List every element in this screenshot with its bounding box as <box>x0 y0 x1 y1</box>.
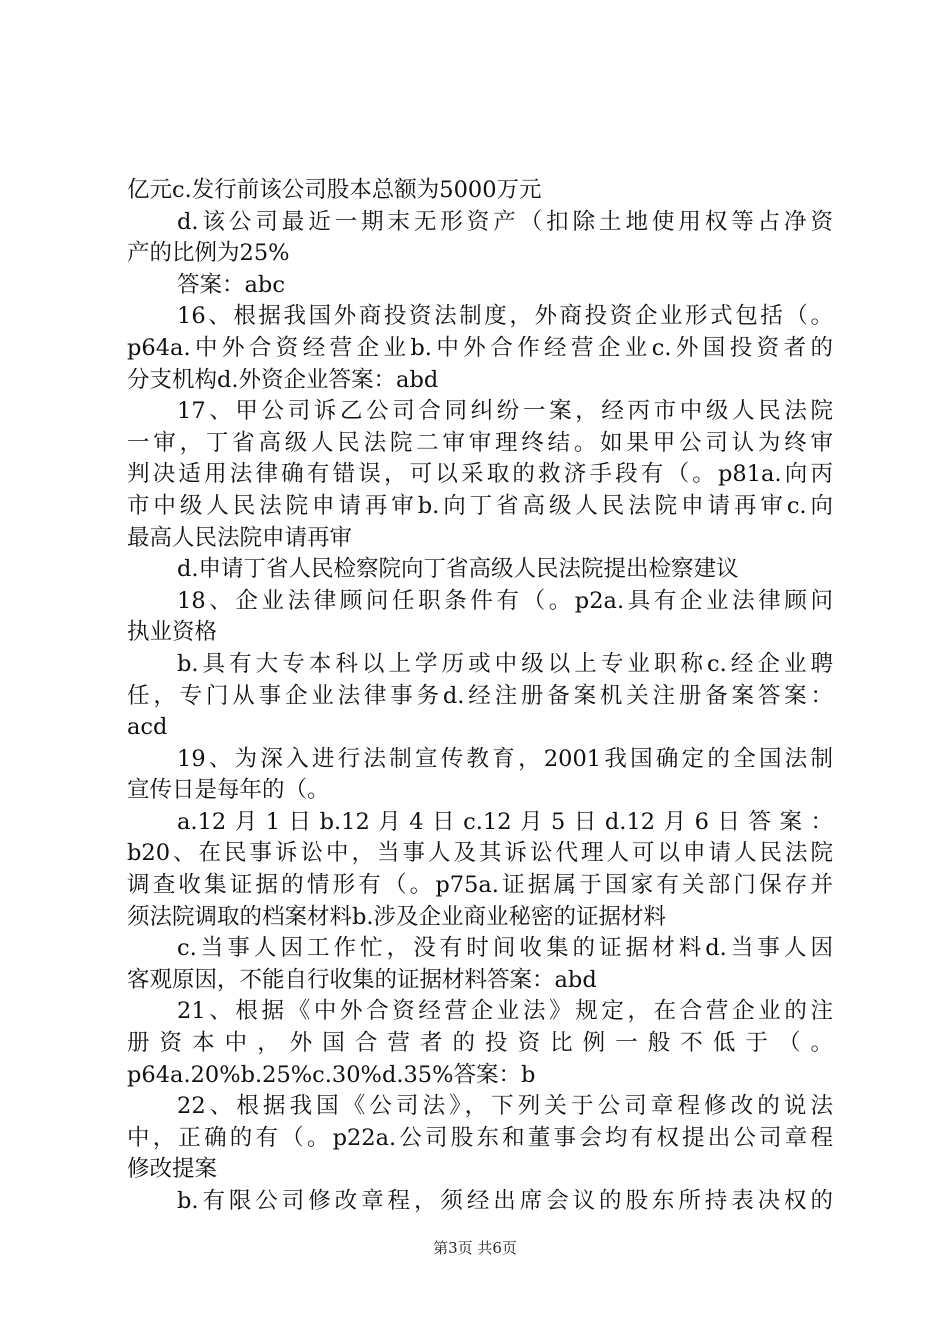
text-line: b.具有大专本科以上学历或中级以上专业职称c.经企业聘 <box>177 650 833 677</box>
text-line: 判决适用法律确有错误，可以采取的救济手段有（。p81a.向丙 <box>127 461 833 488</box>
text-line: 18、企业法律顾问任职条件有（。p2a.具有企业法律顾问 <box>177 587 833 614</box>
text-line: 须法院调取的档案材料b.涉及企业商业秘密的证据材料 <box>127 903 667 930</box>
text-line: p64a.中外合资经营企业b.中外合作经营企业c.外国投资者的 <box>127 334 833 361</box>
text-line: d.申请丁省人民检察院向丁省高级人民法院提出检察建议 <box>177 556 739 583</box>
text-line: 亿元c.发行前该公司股本总额为5000万元 <box>127 177 542 203</box>
text-line: 分支机构d.外资企业答案：abd <box>127 366 439 393</box>
text-line: a.12月1日b.12月4日c.12月5日d.12月6日答案： <box>177 808 833 835</box>
text-line: 产的比例为25% <box>127 240 290 267</box>
text-line: 市中级人民法院申请再审b.向丁省高级人民法院申请再审c.向 <box>127 492 833 519</box>
text-line: 16、根据我国外商投资法制度，外商投资企业形式包括（。 <box>177 303 833 330</box>
text-line: c.当事人因工作忙，没有时间收集的证据材料d.当事人因 <box>177 935 833 962</box>
text-line: 中，正确的有（。p22a.公司股东和董事会均有权提出公司章程 <box>127 1124 833 1151</box>
text-line: 修改提案 <box>127 1156 218 1183</box>
text-line: 17、甲公司诉乙公司合同纠纷一案，经丙市中级人民法院 <box>177 398 833 425</box>
text-line: 任，专门从事企业法律事务d.经注册备案机关注册备案答案： <box>127 682 833 709</box>
text-line: p64a.20%b.25%c.30%d.35%答案：b <box>127 1061 536 1088</box>
text-line: 一审，丁省高级人民法院二审审理终结。如果甲公司认为终审 <box>127 429 833 456</box>
text-line: 22、根据我国《公司法》，下列关于公司章程修改的说法 <box>177 1093 833 1120</box>
text-line: 客观原因，不能自行收集的证据材料答案：abd <box>127 966 597 993</box>
text-line: d.该公司最近一期末无形资产（扣除土地使用权等占净资 <box>177 208 833 235</box>
text-line: 最高人民法院申请再审 <box>127 524 353 551</box>
text-line: 21、根据《中外合资经营企业法》规定，在合营企业的注 <box>177 998 833 1025</box>
document-body <box>127 175 833 1218</box>
text-line: b20、在民事诉讼中，当事人及其诉讼代理人可以申请人民法院 <box>127 840 833 867</box>
text-line: acd <box>127 714 168 741</box>
text-line: b.有限公司修改章程，须经出席会议的股东所持表决权的 <box>177 1188 833 1214</box>
page-footer: 第3页 共6页 <box>433 1239 517 1257</box>
text-line: 答案：abc <box>177 271 285 298</box>
text-line: 19、为深入进行法制宣传教育，2001我国确定的全国法制 <box>177 745 833 772</box>
text-line: 执业资格 <box>127 619 218 646</box>
text-line: 宣传日是每年的（。 <box>127 777 330 804</box>
text-line: 册资本中，外国合营者的投资比例一般不低于（。 <box>127 1030 833 1057</box>
text-line: 调查收集证据的情形有（。p75a.证据属于国家有关部门保存并 <box>127 872 833 899</box>
